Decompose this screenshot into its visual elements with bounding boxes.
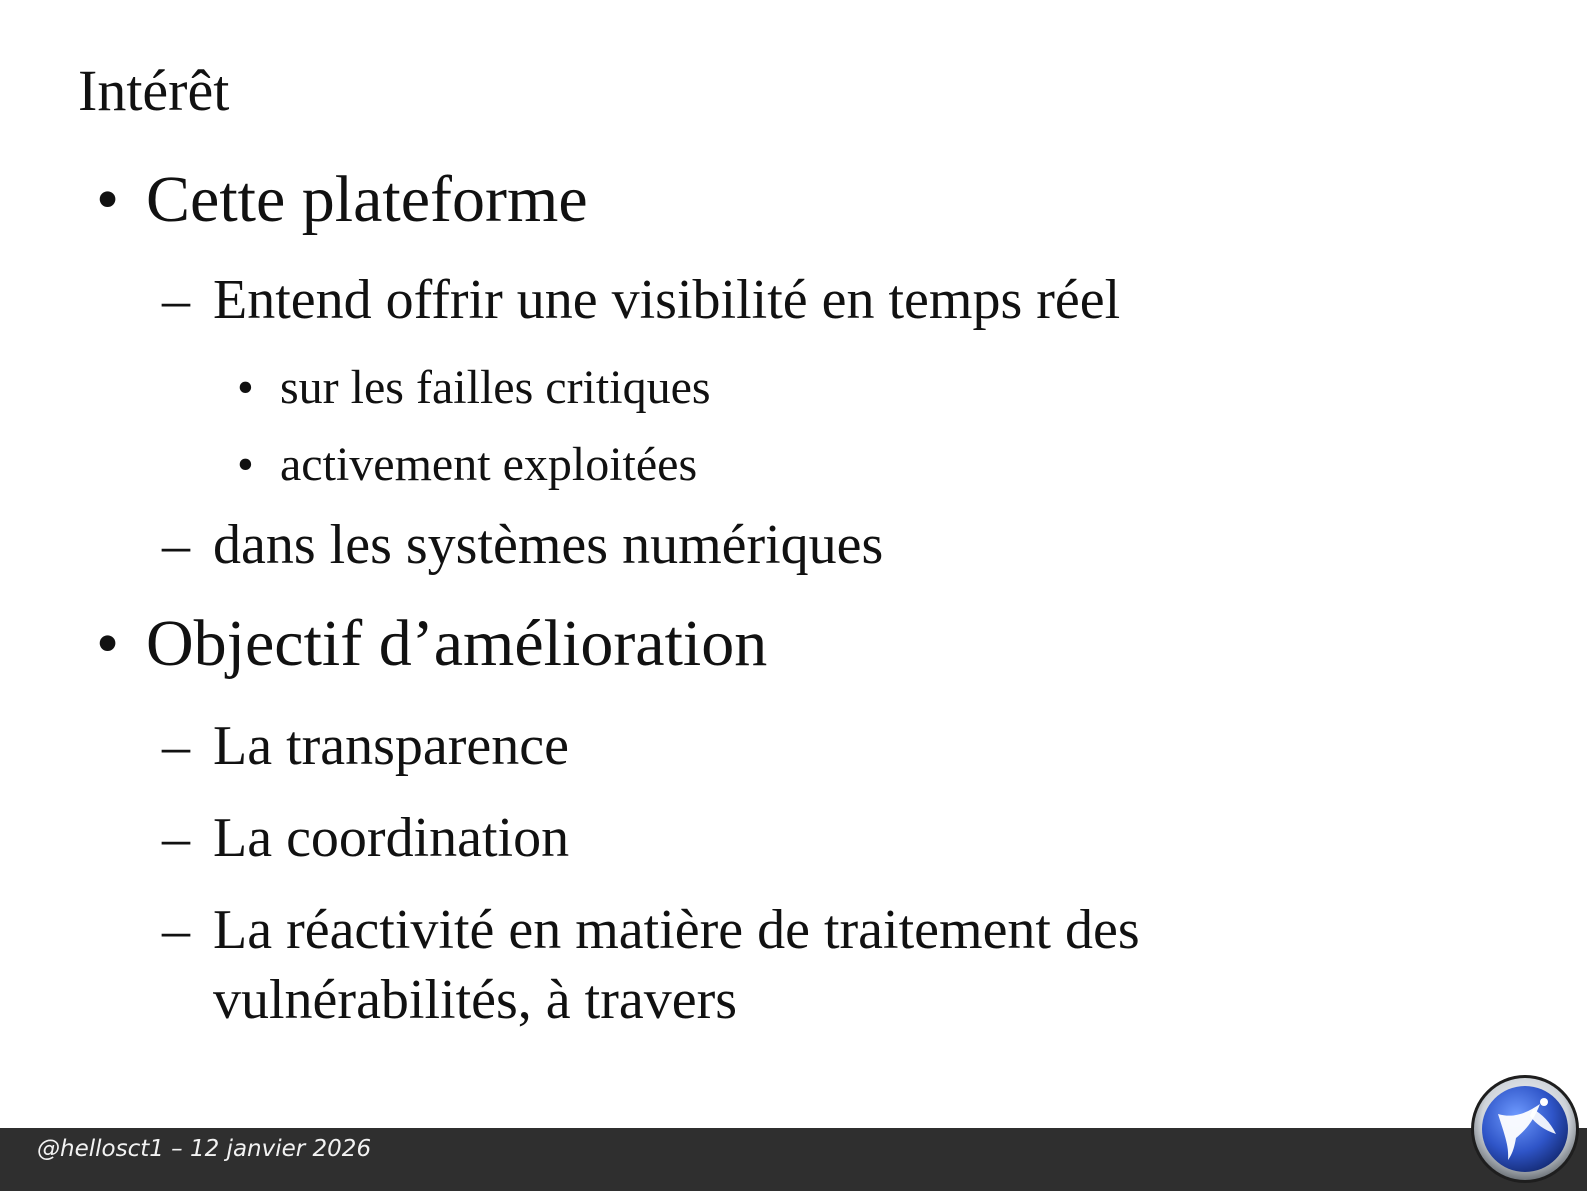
- sub-sub-item-text: activement exploitées: [280, 438, 698, 491]
- sub-item-text: La coordination: [213, 807, 570, 869]
- sub-item-text: dans les systèmes numériques: [213, 514, 884, 576]
- dash-marker: –: [162, 514, 190, 576]
- bullet-marker: •: [237, 361, 254, 414]
- bullet-text: Objectif d’amélioration: [146, 607, 768, 680]
- bullet-marker: •: [237, 438, 254, 491]
- sub-item-text: La transparence: [213, 715, 569, 777]
- owasp-wasp-logo-icon: [1470, 1074, 1580, 1184]
- slide-title: Intérêt: [78, 58, 230, 123]
- dash-marker: –: [162, 807, 190, 869]
- sub-item-text: Entend offrir une visibilité en temps réel: [213, 269, 1121, 331]
- dash-marker: –: [162, 715, 190, 777]
- dash-marker: –: [162, 899, 190, 961]
- bullet-marker: •: [96, 607, 120, 680]
- sub-item-text-line2: vulnérabilités, à travers: [213, 969, 738, 1031]
- bullet-marker: •: [96, 163, 120, 236]
- sub-item-text-line1: La réactivité en matière de traitement des: [213, 899, 1140, 961]
- sub-sub-item-text: sur les failles critiques: [280, 361, 711, 414]
- footer-text: @hellosct1 – 12 janvier 2026: [37, 1136, 372, 1162]
- dash-marker: –: [162, 269, 190, 331]
- bullet-text: Cette plateforme: [146, 163, 588, 236]
